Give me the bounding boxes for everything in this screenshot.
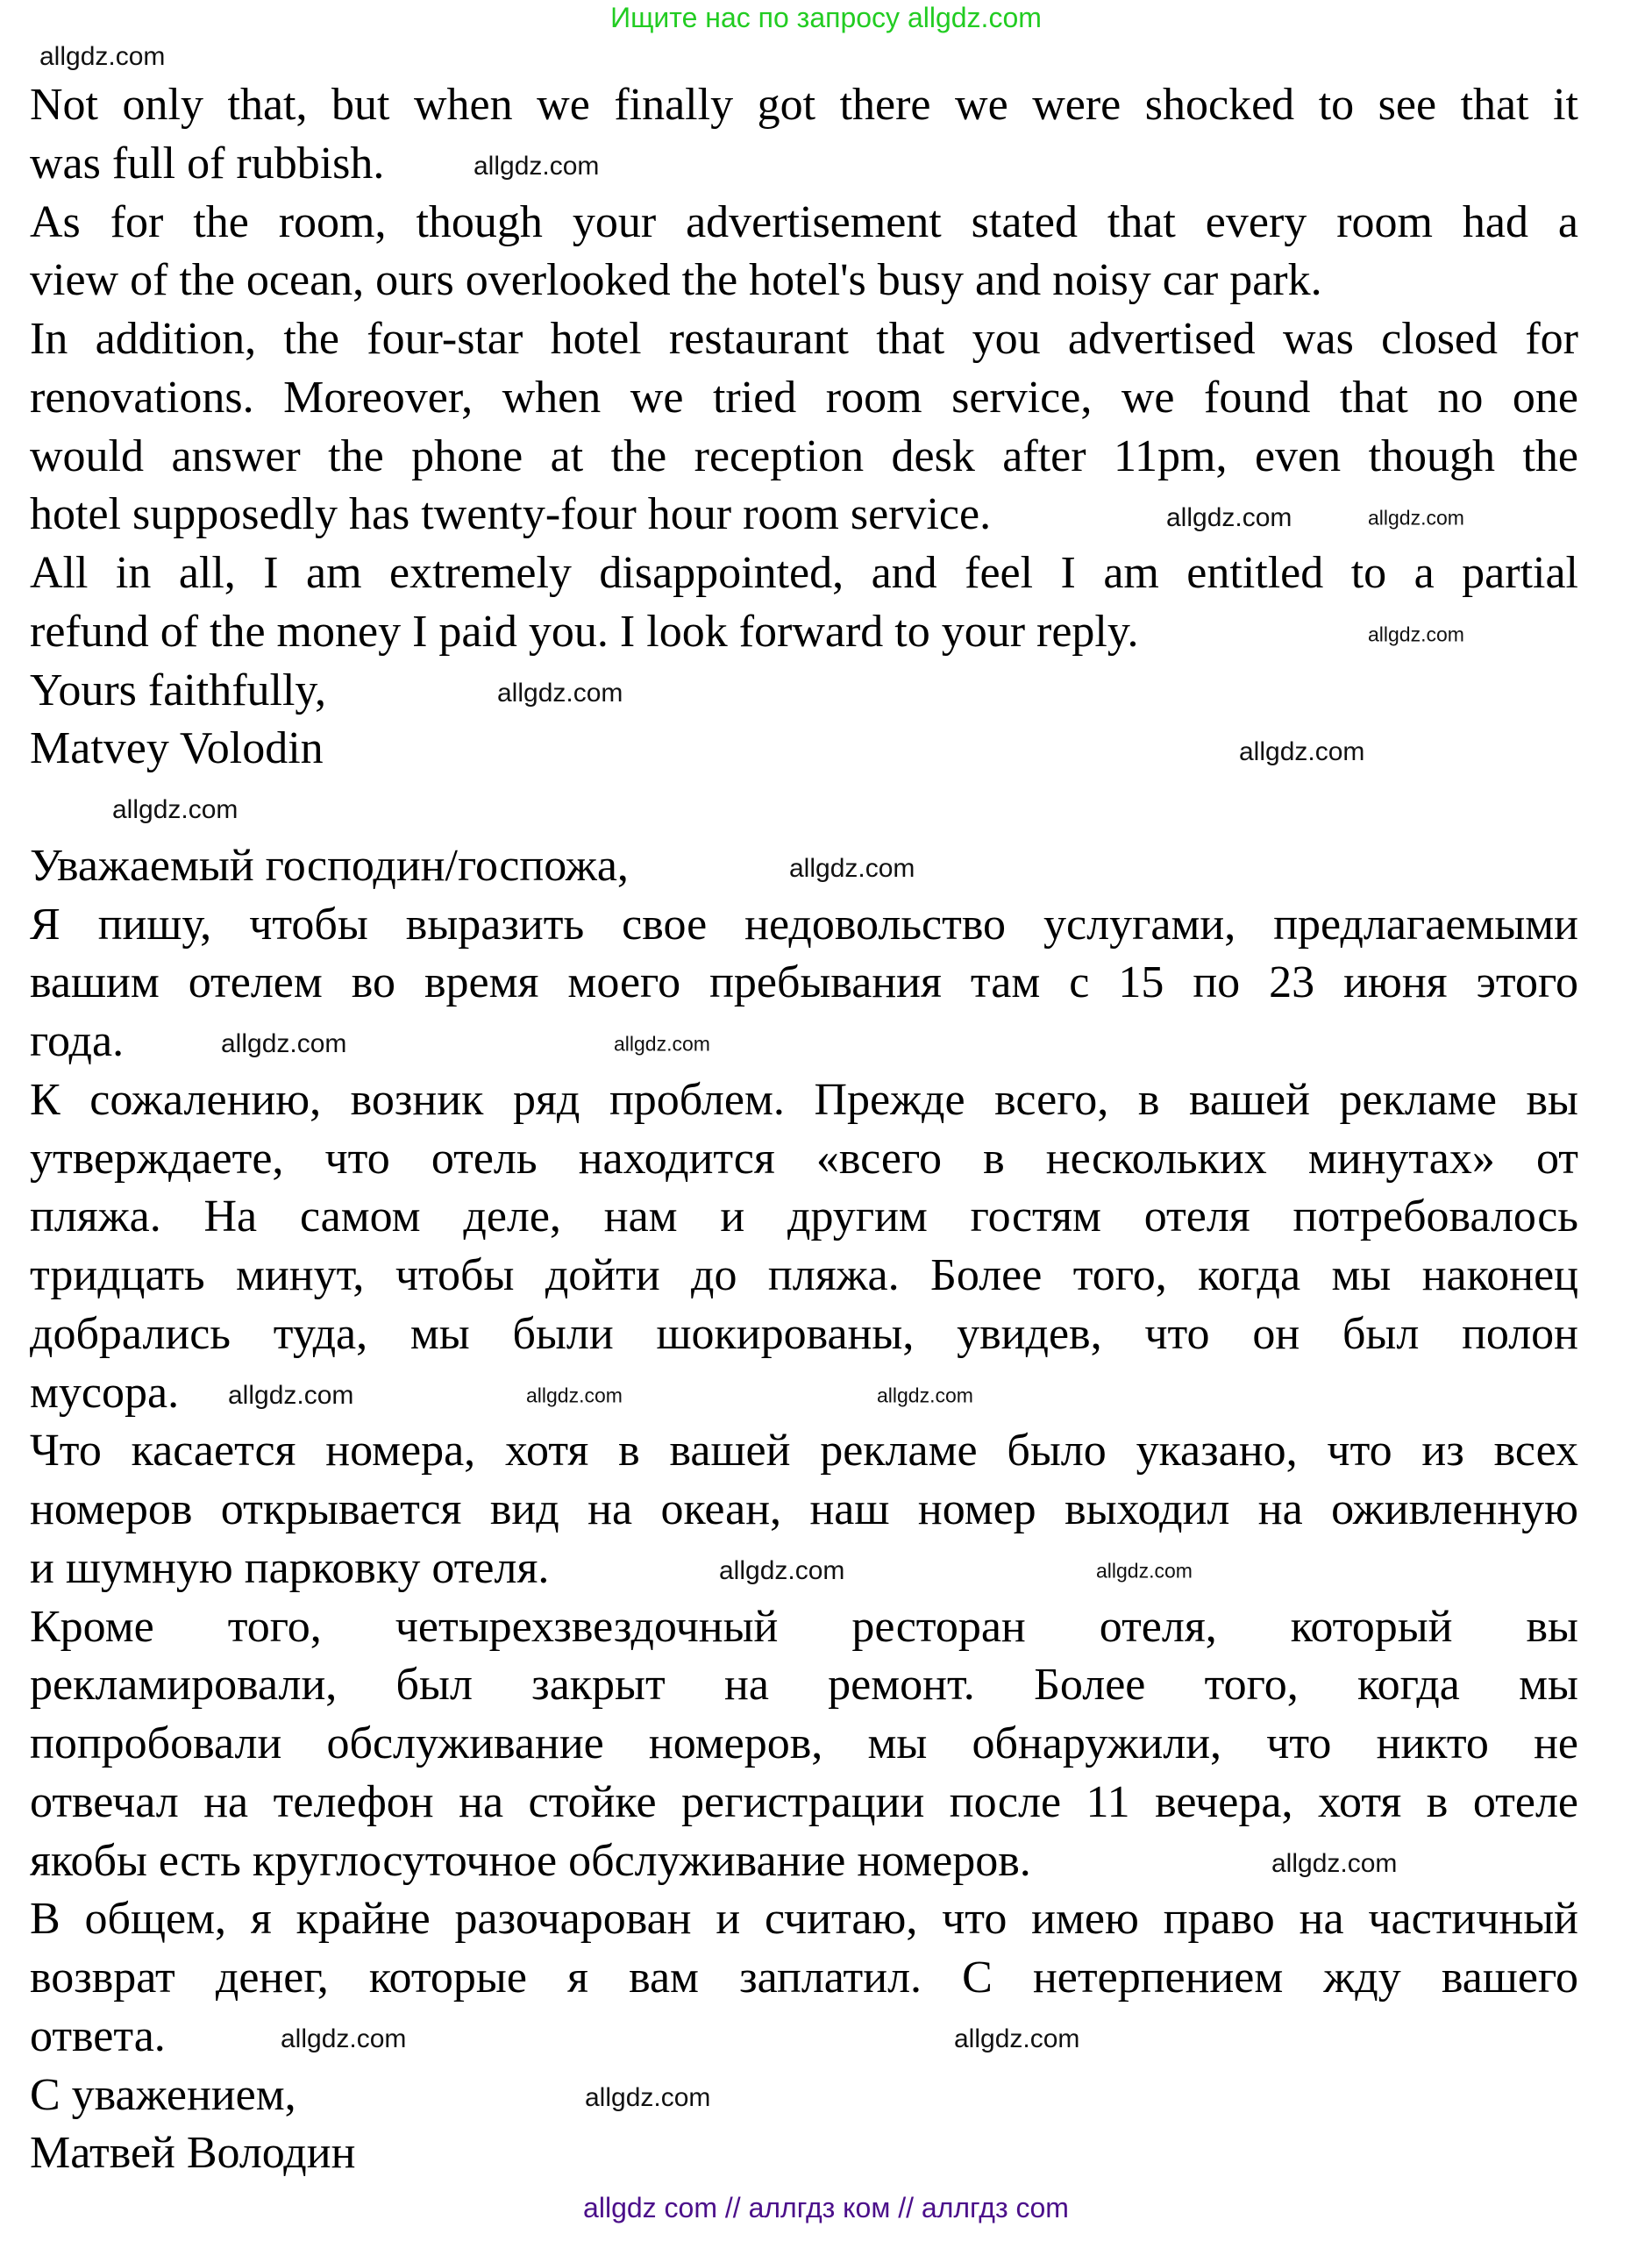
text-line: рекламировали, был закрыт на ремонт. Более того, когда мы <box>30 1660 1578 1711</box>
text-line: добрались туда, мы были шокированы, увидев, что он был полон <box>30 1308 1578 1359</box>
text-line: was full of rubbish. <box>30 138 385 189</box>
text-line: возврат денег, которые я вам заплатил. С нетерпением жду вашего <box>30 1953 1578 2003</box>
bottom-watermark-banner: allgdz com // аллгдз ком // аллгдз com <box>583 2192 1069 2223</box>
text-line: К сожалению, возник ряд проблем. Прежде всего, в вашей рекламе вы <box>30 1074 1578 1125</box>
text-line: С уважением, <box>30 2069 296 2120</box>
text-line: Что касается номера, хотя в вашей рекламе было указано, что из всех <box>30 1426 1578 1476</box>
watermark: allgdz.com <box>281 2024 407 2053</box>
text-line: renovations. Moreover, when we tried room service, we found that no one <box>30 372 1578 423</box>
text-line: номеров открывается вид на океан, наш номер выходил на оживленную <box>30 1484 1578 1534</box>
watermark: allgdz.com <box>497 679 623 708</box>
text-line: hotel supposedly has twenty-four hour room service. <box>30 489 992 540</box>
watermark: allgdz.com <box>789 854 915 883</box>
watermark: allgdz.com <box>1096 1559 1193 1583</box>
text-line: тридцать минут, чтобы дойти до пляжа. Более того, когда мы наконец <box>30 1250 1578 1300</box>
watermark: allgdz.com <box>1368 506 1464 530</box>
text-line: утверждаете, что отель находится «всего в нескольких минутах» от <box>30 1133 1578 1184</box>
text-line: refund of the money I paid you. I look forward to your reply. <box>30 606 1139 657</box>
text-line: Кроме того, четырехзвездочный ресторан отеля, который вы <box>30 1601 1578 1652</box>
watermark: allgdz.com <box>877 1384 973 1407</box>
text-line: ответа. <box>30 2010 166 2061</box>
text-line: As for the room, though your advertisement stated that every room had a <box>30 196 1578 247</box>
text-line: якобы есть круглосуточное обслуживание номеров. <box>30 1835 1031 1886</box>
text-line: попробовали обслуживание номеров, мы обнаружили, что никто не <box>30 1718 1578 1768</box>
text-line: would answer the phone at the reception desk after 11pm, even though the <box>30 430 1578 481</box>
text-line: Уважаемый господин/госпожа, <box>30 840 629 891</box>
watermark: allgdz.com <box>526 1384 623 1407</box>
text-line: пляжа. На самом деле, нам и другим гостям отеля потребовалось <box>30 1192 1578 1242</box>
watermark: allgdz.com <box>719 1556 845 1585</box>
text-line: In addition, the four-star hotel restaurant that you advertised was closed for <box>30 314 1578 364</box>
top-watermark-banner: Ищите нас по запросу allgdz.com <box>610 2 1042 33</box>
text-line: вашим отелем во время моего пребывания там с 15 по 23 июня этого <box>30 957 1578 1008</box>
text-line: Not only that, but when we finally got there we were shocked to see that it <box>30 80 1578 130</box>
watermark: allgdz.com <box>474 152 600 181</box>
text-line: и шумную парковку отеля. <box>30 1542 550 1593</box>
text-line: Я пишу, чтобы выразить свое недовольство услугами, предлагаемыми <box>30 899 1578 950</box>
watermark: allgdz.com <box>1166 503 1292 532</box>
text-line: Yours faithfully, <box>30 665 327 715</box>
watermark: allgdz.com <box>112 795 239 824</box>
text-line: отвечал на телефон на стойке регистрации после 11 вечера, хотя в отеле <box>30 1776 1578 1827</box>
text-line: Matvey Volodin <box>30 723 324 774</box>
watermark: allgdz.com <box>228 1381 354 1410</box>
watermark: allgdz.com <box>585 2083 711 2112</box>
text-line: года. <box>30 1016 125 1066</box>
text-line: мусора. <box>30 1367 180 1418</box>
watermark: allgdz.com <box>1271 1849 1398 1878</box>
watermark: allgdz.com <box>39 42 166 71</box>
watermark: allgdz.com <box>954 2024 1080 2053</box>
watermark: allgdz.com <box>1239 737 1365 766</box>
text-line: В общем, я крайне разочарован и считаю, что имею право на частичный <box>30 1894 1578 1945</box>
text-line: Матвей Володин <box>30 2128 356 2179</box>
text-line: All in all, I am extremely disappointed, and feel I am entitled to a partial <box>30 548 1578 598</box>
watermark: allgdz.com <box>221 1029 347 1058</box>
watermark: allgdz.com <box>614 1032 710 1056</box>
watermark: allgdz.com <box>1368 622 1464 646</box>
text-line: view of the ocean, ours overlooked the hotel's busy and noisy car park. <box>30 255 1322 306</box>
